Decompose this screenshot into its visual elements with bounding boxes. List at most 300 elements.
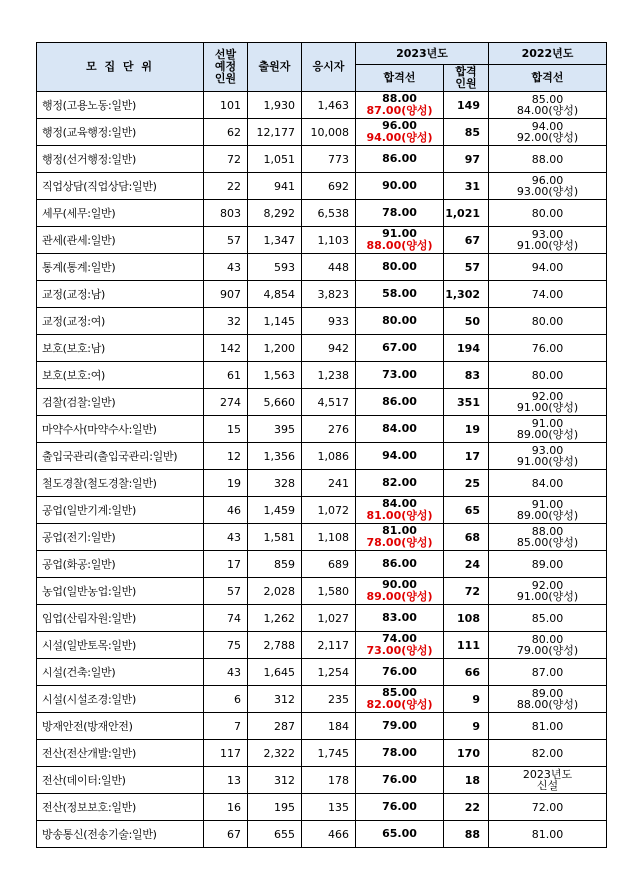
prev-cutoff-value: 91.00 — [531, 417, 564, 430]
table-row — [37, 308, 607, 335]
prev-cutoff-gender-balanced-value: 85.00(양성) — [516, 536, 579, 549]
results-table — [36, 42, 607, 848]
planned-cell: 43 — [204, 524, 248, 551]
header-year-2022: 2022년도 — [489, 43, 607, 65]
applicants-cell: 1,145 — [248, 308, 302, 335]
cutoff-2022-cell — [489, 335, 607, 362]
examinees-cell: 135 — [302, 794, 356, 821]
applicants-cell: 1,459 — [248, 497, 302, 524]
unit-cell: 마약수사(마약수사:일반) — [37, 416, 204, 443]
unit-cell: 행정(교육행정:일반) — [37, 119, 204, 146]
cutoff-2022-cell — [489, 146, 607, 173]
cutoff-value: 85.00 — [382, 686, 417, 699]
cutoff-2022-cell — [489, 416, 607, 443]
cutoff-2022-cell — [489, 173, 607, 200]
examinees-cell: 692 — [302, 173, 356, 200]
table-row — [37, 335, 607, 362]
cutoff-2023-cell — [356, 254, 444, 281]
planned-cell: 13 — [204, 767, 248, 794]
planned-cell: 117 — [204, 740, 248, 767]
prev-cutoff-value: 82.00 — [531, 746, 564, 760]
cutoff-value: 78.00 — [382, 746, 417, 759]
table-row — [37, 443, 607, 470]
cutoff-2022-cell — [489, 200, 607, 227]
table-row — [37, 254, 607, 281]
prev-cutoff-value: 93.00 — [531, 444, 564, 457]
planned-cell: 15 — [204, 416, 248, 443]
applicants-cell: 4,854 — [248, 281, 302, 308]
table-row — [37, 146, 607, 173]
cutoff-2023-cell — [356, 173, 444, 200]
examinees-cell: 276 — [302, 416, 356, 443]
cutoff-2022-cell — [489, 551, 607, 578]
examinees-cell: 1,108 — [302, 524, 356, 551]
applicants-cell: 1,356 — [248, 443, 302, 470]
cutoff-2022-cell — [489, 470, 607, 497]
applicants-cell: 941 — [248, 173, 302, 200]
cutoff-2023-cell — [356, 200, 444, 227]
passed-count-cell: 194 — [444, 335, 489, 362]
cutoff-gender-balanced-value: 78.00(양성) — [366, 536, 433, 549]
cutoff-value: 76.00 — [382, 800, 417, 813]
header-applicants: 출원자 — [248, 43, 302, 92]
table-body — [37, 92, 607, 848]
planned-cell: 75 — [204, 632, 248, 659]
passed-count-cell: 97 — [444, 146, 489, 173]
cutoff-value: 88.00 — [382, 92, 417, 105]
passed-count-cell: 24 — [444, 551, 489, 578]
cutoff-2022-cell — [489, 632, 607, 659]
prev-cutoff-value: 84.00 — [531, 476, 564, 490]
table-row — [37, 281, 607, 308]
cutoff-value: 81.00 — [382, 524, 417, 537]
applicants-cell: 1,347 — [248, 227, 302, 254]
prev-cutoff-value: 85.00 — [531, 93, 564, 106]
cutoff-2022-cell — [489, 92, 607, 119]
passed-count-cell: 25 — [444, 470, 489, 497]
passed-count-cell: 72 — [444, 578, 489, 605]
planned-cell: 57 — [204, 227, 248, 254]
table-row — [37, 119, 607, 146]
header-unit: 모 집 단 위 — [37, 43, 204, 92]
cutoff-2022-cell — [489, 497, 607, 524]
cutoff-2023-cell — [356, 551, 444, 578]
unit-cell: 보호(보호:남) — [37, 335, 204, 362]
prev-cutoff-value: 87.00 — [531, 665, 564, 679]
passed-count-cell: 149 — [444, 92, 489, 119]
examinees-cell: 933 — [302, 308, 356, 335]
passed-count-cell: 68 — [444, 524, 489, 551]
table-row — [37, 389, 607, 416]
unit-cell: 검찰(검찰:일반) — [37, 389, 204, 416]
planned-cell: 274 — [204, 389, 248, 416]
examinees-cell: 1,580 — [302, 578, 356, 605]
prev-cutoff-gender-balanced-value: 92.00(양성) — [516, 131, 579, 144]
cutoff-2022-cell — [489, 254, 607, 281]
prev-cutoff-gender-balanced-value: 89.00(양성) — [516, 428, 579, 441]
prev-cutoff-value: 81.00 — [531, 827, 564, 841]
prev-cutoff-gender-balanced-value: 79.00(양성) — [516, 644, 579, 657]
examinees-cell: 1,103 — [302, 227, 356, 254]
passed-count-cell: 19 — [444, 416, 489, 443]
cutoff-2022-cell — [489, 713, 607, 740]
planned-cell: 43 — [204, 659, 248, 686]
applicants-cell: 593 — [248, 254, 302, 281]
cutoff-gender-balanced-value: 82.00(양성) — [366, 698, 433, 711]
examinees-cell: 773 — [302, 146, 356, 173]
table-row — [37, 794, 607, 821]
unit-cell: 직업상담(직업상담:일반) — [37, 173, 204, 200]
applicants-cell: 2,788 — [248, 632, 302, 659]
applicants-cell: 1,645 — [248, 659, 302, 686]
planned-cell: 62 — [204, 119, 248, 146]
header-year-2023: 2023년도 — [356, 43, 489, 65]
examinees-cell: 184 — [302, 713, 356, 740]
cutoff-2023-cell — [356, 416, 444, 443]
table-row — [37, 416, 607, 443]
unit-cell: 방송통신(전송기술:일반) — [37, 821, 204, 848]
cutoff-value: 84.00 — [382, 422, 417, 435]
passed-count-cell: 66 — [444, 659, 489, 686]
table-row — [37, 605, 607, 632]
applicants-cell: 1,200 — [248, 335, 302, 362]
table-row — [37, 821, 607, 848]
passed-count-cell: 18 — [444, 767, 489, 794]
planned-cell: 19 — [204, 470, 248, 497]
cutoff-value: 80.00 — [382, 314, 417, 327]
planned-cell: 43 — [204, 254, 248, 281]
header-cutoff-2023: 합격선 — [356, 65, 444, 92]
prev-cutoff-value: 91.00 — [531, 498, 564, 511]
applicants-cell: 312 — [248, 767, 302, 794]
planned-cell: 12 — [204, 443, 248, 470]
passed-count-cell: 108 — [444, 605, 489, 632]
cutoff-2023-cell — [356, 281, 444, 308]
header-planned: 선발 예정 인원 — [204, 43, 248, 92]
cutoff-2023-cell — [356, 659, 444, 686]
table-row — [37, 92, 607, 119]
passed-count-cell: 57 — [444, 254, 489, 281]
applicants-cell: 195 — [248, 794, 302, 821]
prev-cutoff-value: 94.00 — [531, 260, 564, 274]
examinees-cell: 689 — [302, 551, 356, 578]
passed-count-cell: 65 — [444, 497, 489, 524]
examinees-cell: 1,254 — [302, 659, 356, 686]
prev-cutoff-value: 88.00 — [531, 152, 564, 166]
planned-cell: 22 — [204, 173, 248, 200]
unit-cell: 관세(관세:일반) — [37, 227, 204, 254]
planned-cell: 907 — [204, 281, 248, 308]
passed-count-cell: 1,021 — [444, 200, 489, 227]
cutoff-2023-cell — [356, 686, 444, 713]
cutoff-value: 78.00 — [382, 206, 417, 219]
cutoff-value: 91.00 — [382, 227, 417, 240]
cutoff-gender-balanced-value: 94.00(양성) — [366, 131, 433, 144]
cutoff-2023-cell — [356, 497, 444, 524]
planned-cell: 6 — [204, 686, 248, 713]
unit-cell: 공업(일반기계:일반) — [37, 497, 204, 524]
cutoff-value: 79.00 — [382, 719, 417, 732]
examinees-cell: 6,538 — [302, 200, 356, 227]
applicants-cell: 859 — [248, 551, 302, 578]
prev-cutoff-value: 88.00 — [531, 525, 564, 538]
cutoff-2022-cell — [489, 605, 607, 632]
cutoff-value: 86.00 — [382, 152, 417, 165]
examinees-cell: 3,823 — [302, 281, 356, 308]
unit-cell: 보호(보호:여) — [37, 362, 204, 389]
cutoff-2023-cell — [356, 632, 444, 659]
prev-cutoff-value: 81.00 — [531, 719, 564, 733]
cutoff-2023-cell — [356, 605, 444, 632]
table-row — [37, 173, 607, 200]
header-examinees: 응시자 — [302, 43, 356, 92]
examinees-cell: 178 — [302, 767, 356, 794]
cutoff-2022-cell — [489, 362, 607, 389]
prev-cutoff-value: 76.00 — [531, 341, 564, 355]
cutoff-2022-cell — [489, 308, 607, 335]
table-row — [37, 713, 607, 740]
prev-cutoff-value: 2023년도 — [522, 768, 573, 781]
prev-cutoff-gender-balanced-value: 91.00(양성) — [516, 401, 579, 414]
cutoff-2022-cell — [489, 740, 607, 767]
cutoff-2023-cell — [356, 227, 444, 254]
applicants-cell: 12,177 — [248, 119, 302, 146]
cutoff-gender-balanced-value: 89.00(양성) — [366, 590, 433, 603]
examinees-cell: 1,027 — [302, 605, 356, 632]
header-cutoff-2022: 합격선 — [489, 65, 607, 92]
examinees-cell: 2,117 — [302, 632, 356, 659]
examinees-cell: 1,072 — [302, 497, 356, 524]
table-row — [37, 200, 607, 227]
applicants-cell: 1,930 — [248, 92, 302, 119]
prev-cutoff-value: 89.00 — [531, 557, 564, 571]
cutoff-value: 90.00 — [382, 179, 417, 192]
prev-cutoff-gender-balanced-value: 91.00(양성) — [516, 455, 579, 468]
cutoff-value: 90.00 — [382, 578, 417, 591]
unit-cell: 전산(데이터:일반) — [37, 767, 204, 794]
unit-cell: 행정(고용노동:일반) — [37, 92, 204, 119]
unit-cell: 출입국관리(출입국관리:일반) — [37, 443, 204, 470]
cutoff-value: 58.00 — [382, 287, 417, 300]
prev-cutoff-value: 94.00 — [531, 120, 564, 133]
unit-cell: 농업(일반농업:일반) — [37, 578, 204, 605]
applicants-cell: 8,292 — [248, 200, 302, 227]
unit-cell: 교정(교정:여) — [37, 308, 204, 335]
cutoff-2022-cell — [489, 578, 607, 605]
prev-cutoff-value: 80.00 — [531, 368, 564, 382]
cutoff-gender-balanced-value: 87.00(양성) — [366, 104, 433, 117]
unit-cell: 행정(선거행정:일반) — [37, 146, 204, 173]
cutoff-2022-cell — [489, 767, 607, 794]
prev-cutoff-value: 85.00 — [531, 611, 564, 625]
table-row — [37, 686, 607, 713]
planned-cell: 17 — [204, 551, 248, 578]
examinees-cell: 10,008 — [302, 119, 356, 146]
prev-cutoff-gender-balanced-value: 신설 — [536, 779, 559, 792]
unit-cell: 방재안전(방재안전) — [37, 713, 204, 740]
planned-cell: 57 — [204, 578, 248, 605]
applicants-cell: 2,322 — [248, 740, 302, 767]
prev-cutoff-gender-balanced-value: 93.00(양성) — [516, 185, 579, 198]
cutoff-2023-cell — [356, 92, 444, 119]
prev-cutoff-value: 80.00 — [531, 206, 564, 220]
planned-cell: 46 — [204, 497, 248, 524]
examinees-cell: 466 — [302, 821, 356, 848]
cutoff-2023-cell — [356, 713, 444, 740]
unit-cell: 철도경찰(철도경찰:일반) — [37, 470, 204, 497]
examinees-cell: 1,745 — [302, 740, 356, 767]
cutoff-2023-cell — [356, 362, 444, 389]
examinees-cell: 1,238 — [302, 362, 356, 389]
applicants-cell: 1,563 — [248, 362, 302, 389]
table-row — [37, 497, 607, 524]
cutoff-value: 86.00 — [382, 395, 417, 408]
cutoff-2022-cell — [489, 443, 607, 470]
cutoff-2023-cell — [356, 119, 444, 146]
cutoff-2022-cell — [489, 794, 607, 821]
cutoff-value: 86.00 — [382, 557, 417, 570]
unit-cell: 시설(시설조경:일반) — [37, 686, 204, 713]
prev-cutoff-value: 72.00 — [531, 800, 564, 814]
cutoff-2022-cell — [489, 119, 607, 146]
table-row — [37, 227, 607, 254]
cutoff-value: 94.00 — [382, 449, 417, 462]
planned-cell: 61 — [204, 362, 248, 389]
cutoff-2022-cell — [489, 821, 607, 848]
cutoff-2023-cell — [356, 146, 444, 173]
applicants-cell: 5,660 — [248, 389, 302, 416]
cutoff-2023-cell — [356, 308, 444, 335]
unit-cell: 전산(정보보호:일반) — [37, 794, 204, 821]
cutoff-2022-cell — [489, 524, 607, 551]
applicants-cell: 1,051 — [248, 146, 302, 173]
planned-cell: 803 — [204, 200, 248, 227]
applicants-cell: 1,262 — [248, 605, 302, 632]
examinees-cell: 942 — [302, 335, 356, 362]
table-row — [37, 740, 607, 767]
prev-cutoff-value: 96.00 — [531, 174, 564, 187]
cutoff-value: 84.00 — [382, 497, 417, 510]
planned-cell: 67 — [204, 821, 248, 848]
passed-count-cell: 9 — [444, 713, 489, 740]
examinees-cell: 4,517 — [302, 389, 356, 416]
applicants-cell: 328 — [248, 470, 302, 497]
cutoff-gender-balanced-value: 81.00(양성) — [366, 509, 433, 522]
prev-cutoff-value: 80.00 — [531, 633, 564, 646]
unit-cell: 통계(통계:일반) — [37, 254, 204, 281]
cutoff-value: 73.00 — [382, 368, 417, 381]
cutoff-value: 82.00 — [382, 476, 417, 489]
table-row — [37, 470, 607, 497]
prev-cutoff-value: 92.00 — [531, 579, 564, 592]
passed-count-cell: 67 — [444, 227, 489, 254]
passed-count-cell: 22 — [444, 794, 489, 821]
cutoff-value: 76.00 — [382, 773, 417, 786]
cutoff-2022-cell — [489, 686, 607, 713]
cutoff-value: 76.00 — [382, 665, 417, 678]
planned-cell: 142 — [204, 335, 248, 362]
passed-count-cell: 111 — [444, 632, 489, 659]
prev-cutoff-value: 80.00 — [531, 314, 564, 328]
cutoff-2023-cell — [356, 524, 444, 551]
applicants-cell: 312 — [248, 686, 302, 713]
prev-cutoff-gender-balanced-value: 84.00(양성) — [516, 104, 579, 117]
cutoff-2023-cell — [356, 794, 444, 821]
unit-cell: 공업(전기:일반) — [37, 524, 204, 551]
unit-cell: 전산(전산개발:일반) — [37, 740, 204, 767]
examinees-cell: 235 — [302, 686, 356, 713]
cutoff-2023-cell — [356, 740, 444, 767]
table-row — [37, 362, 607, 389]
cutoff-2022-cell — [489, 659, 607, 686]
cutoff-value: 96.00 — [382, 119, 417, 132]
cutoff-value: 65.00 — [382, 827, 417, 840]
prev-cutoff-value: 93.00 — [531, 228, 564, 241]
passed-count-cell: 88 — [444, 821, 489, 848]
cutoff-gender-balanced-value: 73.00(양성) — [366, 644, 433, 657]
examinees-cell: 448 — [302, 254, 356, 281]
planned-cell: 72 — [204, 146, 248, 173]
prev-cutoff-value: 92.00 — [531, 390, 564, 403]
passed-count-cell: 31 — [444, 173, 489, 200]
cutoff-value: 74.00 — [382, 632, 417, 645]
unit-cell: 시설(건축:일반) — [37, 659, 204, 686]
table-row — [37, 524, 607, 551]
cutoff-value: 83.00 — [382, 611, 417, 624]
prev-cutoff-gender-balanced-value: 91.00(양성) — [516, 239, 579, 252]
cutoff-2023-cell — [356, 767, 444, 794]
unit-cell: 임업(산림자원:일반) — [37, 605, 204, 632]
cutoff-2023-cell — [356, 821, 444, 848]
examinees-cell: 241 — [302, 470, 356, 497]
cutoff-2022-cell — [489, 281, 607, 308]
passed-count-cell: 1,302 — [444, 281, 489, 308]
passed-count-cell: 83 — [444, 362, 489, 389]
prev-cutoff-gender-balanced-value: 89.00(양성) — [516, 509, 579, 522]
prev-cutoff-value: 89.00 — [531, 687, 564, 700]
table-row — [37, 578, 607, 605]
cutoff-value: 80.00 — [382, 260, 417, 273]
table-row — [37, 551, 607, 578]
cutoff-gender-balanced-value: 88.00(양성) — [366, 239, 433, 252]
prev-cutoff-value: 74.00 — [531, 287, 564, 301]
prev-cutoff-gender-balanced-value: 88.00(양성) — [516, 698, 579, 711]
applicants-cell: 287 — [248, 713, 302, 740]
header-passed-2023: 합격 인원 — [444, 65, 489, 92]
cutoff-2023-cell — [356, 470, 444, 497]
applicants-cell: 655 — [248, 821, 302, 848]
unit-cell: 교정(교정:남) — [37, 281, 204, 308]
table-row — [37, 632, 607, 659]
unit-cell: 세무(세무:일반) — [37, 200, 204, 227]
table-row — [37, 767, 607, 794]
prev-cutoff-gender-balanced-value: 91.00(양성) — [516, 590, 579, 603]
planned-cell: 7 — [204, 713, 248, 740]
table-row — [37, 659, 607, 686]
examinees-cell: 1,086 — [302, 443, 356, 470]
cutoff-2023-cell — [356, 578, 444, 605]
passed-count-cell: 351 — [444, 389, 489, 416]
planned-cell: 74 — [204, 605, 248, 632]
passed-count-cell: 50 — [444, 308, 489, 335]
cutoff-2023-cell — [356, 389, 444, 416]
applicants-cell: 1,581 — [248, 524, 302, 551]
cutoff-2022-cell — [489, 227, 607, 254]
applicants-cell: 2,028 — [248, 578, 302, 605]
planned-cell: 32 — [204, 308, 248, 335]
cutoff-2023-cell — [356, 443, 444, 470]
cutoff-value: 67.00 — [382, 341, 417, 354]
